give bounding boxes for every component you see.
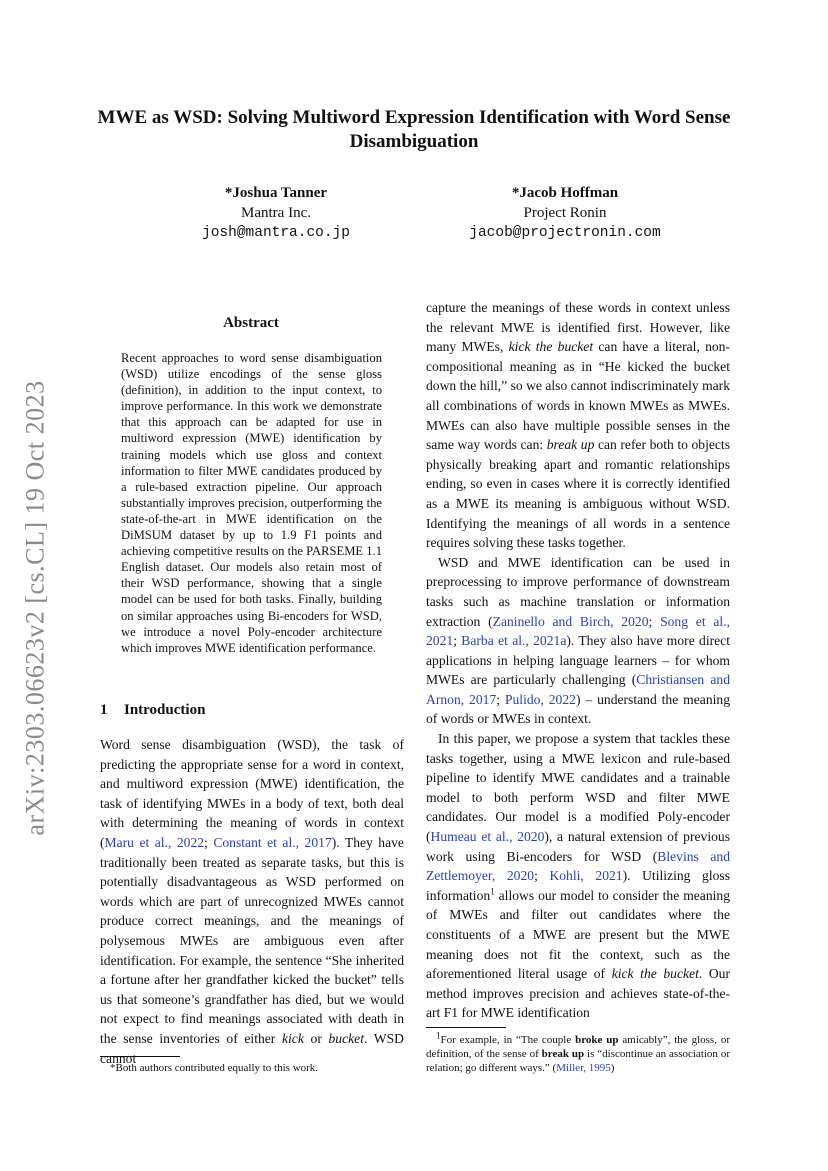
- footnote-marker[interactable]: 1: [490, 886, 495, 897]
- author-email[interactable]: jacob@projectronin.com: [469, 225, 661, 241]
- right-column: [426, 298, 730, 1023]
- section-number: 1: [100, 702, 108, 718]
- citation-link[interactable]: Zaninello and Birch, 2020: [492, 613, 649, 629]
- section-heading: [100, 702, 205, 719]
- citation-link[interactable]: Blevins and Zettlemoyer, 2020: [426, 848, 730, 884]
- footnote-break-up: $^1$For example, in “The couple broke up amicably”, the gloss, or definition, of the sense of break up is “discontinue an association or relation; go different ways.” (Miller, 1995): [426, 1030, 730, 1074]
- paragraph: In this paper, we propose a system that tackles these tasks together, using a MWE lexicon and rule-based pipeline to identify MWE candidates and a trainable model to both perform WSD and filter MWE candidates. Our model is a modified Poly-encoder (Humeau et al., 2020), a natural extension of previous work using Bi-encoders for WSD (Blevins and Zettlemoyer, 2020; Kohli, 2021). Utilizing gloss information$^1$ allows our model to consider the meaning of MWEs and filter out candidates where the constituents of a MWE are present but the MWE meaning does not fit the context, such as the aforementioned literal usage of kick the bucket. Our method improves precision and achieves state-of-the-art F1 for MWE identification: [426, 731, 730, 1021]
- author-email[interactable]: josh@mantra.co.jp: [202, 225, 350, 241]
- paragraph: WSD and MWE identification can be used in preprocessing to improve performance of downstream tasks such as machine translation or information extraction (Zaninello and Birch, 2020; Song et al., 2021; Barba et al., 2021a). They also have more direct applications in helping language learners – for whom MWEs are particularly challenging (Christiansen and Arnon, 2017; Pulido, 2022) – understand the meaning of words or MWEs in context.: [426, 554, 730, 727]
- citation-link[interactable]: Song et al., 2021: [426, 613, 730, 649]
- abstract-text: Recent approaches to word sense disambiguation (WSD) utilize encodings of the sense gloss (definition), in addition to the input context, to improve performance. In this work we demonstrate that this approach can be adapted for use in multiword expression (MWE) identification by training models which use gloss and context information to filter MWE candidates produced by a rule-based extraction pipeline. Our approach substantially improves precision, outperforming the state-of-the-art in MWE identification on the DiMSUM dataset by up to 1.9 F1 points and achieving competitive results on the PARSEME 1.1 English dataset. Our models also retain most of their WSD performance, showing that a single model can be used for both tasks. Finally, building on similar approaches using Bi-encoders for WSD, we introduce a novel Poly-encoder architecture which improves MWE identification performance.: [121, 351, 382, 655]
- author-name: *Jacob Hoffman: [511, 185, 619, 201]
- citation-link[interactable]: Christiansen and Arnon, 2017: [426, 672, 730, 707]
- paper-title: MWE as WSD: Solving Multiword Expression Identification with Word Sense Disambiguation: [97, 107, 731, 152]
- footnote-equal-contribution: *Both authors contributed equally to this work.: [110, 1062, 319, 1074]
- abstract-heading: Abstract: [223, 315, 279, 331]
- citation-link[interactable]: Kohli, 2021: [549, 868, 623, 884]
- footnote-rule: [426, 1027, 506, 1028]
- intro-paragraph: Word sense disambiguation (WSD), the task of predicting the appropriate sense for a word in context, and multiword expression (MWE) identification, the task of identifying MWEs in a body of text, both deal with determining the meaning of words in context (Maru et al., 2022; Constant et al., 2017). They have traditionally been treated as separate tasks, but this is potentially disadvantageous as WSD performed on words which are part of unrecognized MWEs cannot produce correct meanings, and the meanings of polysemous MWEs are ambiguous even after identification. For example, the sentence “She inherited a fortune after her grandfather kicked the bucket” tells us that someone’s grandfather has died, but we would not expect to find meanings associated with death in the sense inventories of either kick or bucket. WSD cannot: [100, 737, 404, 1066]
- citation-link[interactable]: Maru et al., 2022: [104, 834, 205, 850]
- citation-link[interactable]: Barba et al., 2021a: [461, 633, 567, 649]
- author-block-1: [176, 183, 376, 243]
- citation-link[interactable]: Humeau et al., 2020: [430, 829, 545, 845]
- author-name: *Joshua Tanner: [224, 185, 328, 201]
- citation-link[interactable]: Miller, 1995: [556, 1062, 611, 1074]
- footnote-rule: [100, 1056, 180, 1057]
- citation-link[interactable]: Pulido, 2022: [504, 691, 576, 707]
- paragraph: capture the meanings of these words in context unless the relevant MWE is identified first. However, like many MWEs, kick the bucket can have a literal, non-compositional meaning as in “He kicked the bucket down the hill,” so we also cannot indiscriminately mark all combinations of words in known MWEs as MWEs. MWEs can also have multiple possible senses in the same way words can: break up can refer both to objects physically breaking apart and romantic relationships ending, so even in cases where it is correctly identified as a MWE its meaning is ambiguous without WSD. Identifying the meanings of all words in a sentence requires solving these tasks together.: [426, 300, 730, 551]
- arxiv-identifier: arXiv:2303.06623v2 [cs.CL] 19 Oct 2023: [21, 380, 51, 836]
- author-affiliation: Project Ronin: [523, 205, 607, 221]
- citation-link[interactable]: Constant et al., 2017: [213, 834, 332, 850]
- section-title: Introduction: [124, 702, 206, 718]
- author-affiliation: Mantra Inc.: [241, 205, 311, 221]
- author-block-2: [445, 183, 685, 243]
